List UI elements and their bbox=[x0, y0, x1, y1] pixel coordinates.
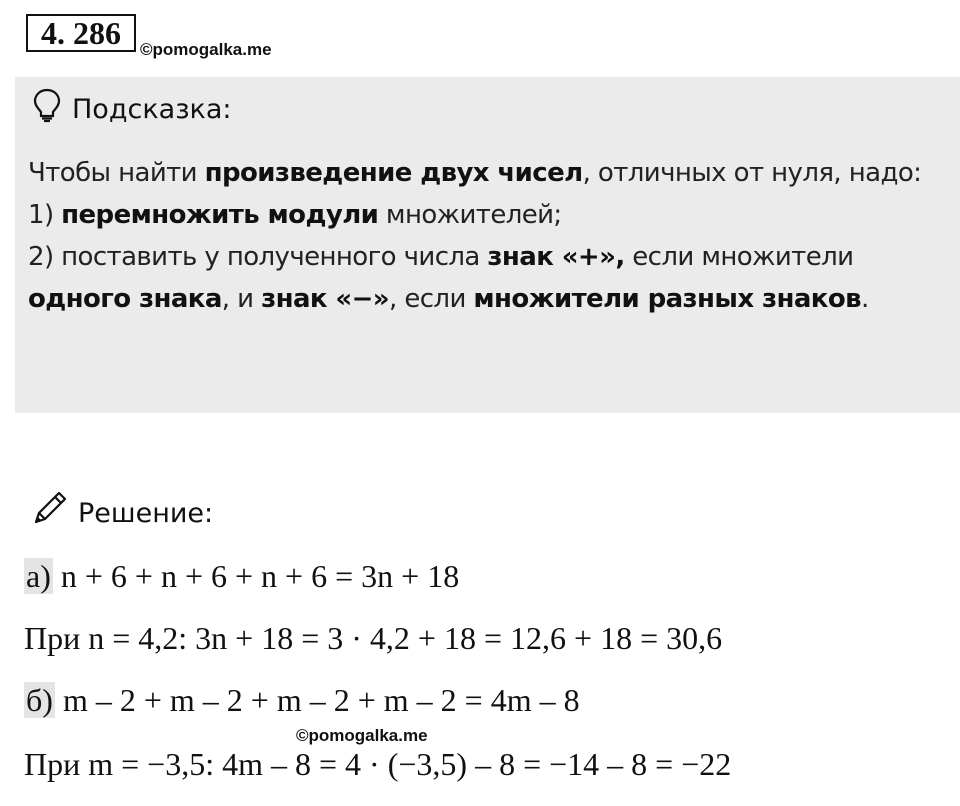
math-expression: При m = −3,5: 4m – 8 = 4 · (−3,5) – 8 = −14 – 8 = −22 bbox=[24, 746, 732, 782]
solution-title: Решение: bbox=[78, 498, 214, 529]
hint-title: Подсказка: bbox=[72, 94, 232, 125]
hint-text: множителей; bbox=[378, 200, 562, 230]
watermark-top: ©pomogalka.me bbox=[140, 40, 272, 59]
lightbulb-icon bbox=[32, 87, 62, 133]
hint-paragraph-1 bbox=[28, 152, 953, 194]
math-expression: m – 2 + m – 2 + m – 2 + m – 2 = 4m – 8 bbox=[54, 682, 580, 718]
hint-body bbox=[28, 152, 953, 320]
hint-emphasis: перемножить модули bbox=[61, 200, 379, 230]
hint-text: 2) поставить у полученного числа bbox=[28, 242, 488, 272]
hint-emphasis: произведение двух чисел bbox=[204, 158, 583, 188]
hint-text: Чтобы найти bbox=[28, 158, 205, 188]
hint-emphasis: одного знака bbox=[28, 284, 222, 314]
hint-paragraph-3 bbox=[28, 236, 953, 320]
hint-emphasis: знак «−» bbox=[261, 284, 389, 314]
hint-text: . bbox=[860, 284, 869, 314]
part-label-a: а) bbox=[26, 558, 51, 594]
hint-text: 1) bbox=[28, 200, 62, 230]
math-expression: n + 6 + n + 6 + n + 6 = 3n + 18 bbox=[52, 558, 460, 594]
math-expression: При n = 4,2: 3n + 18 = 3 · 4,2 + 18 = 12,6 + 18 = 30,6 bbox=[24, 620, 723, 656]
solution-line-b bbox=[24, 680, 580, 720]
solution-line-a bbox=[24, 556, 459, 596]
watermark-bottom: ©pomogalka.me bbox=[296, 726, 428, 745]
hint-text: , и bbox=[221, 284, 262, 314]
part-label-b: б) bbox=[26, 682, 53, 718]
solution-header bbox=[30, 488, 213, 540]
pencil-icon bbox=[30, 488, 70, 540]
hint-text: если множители bbox=[624, 242, 854, 272]
hint-emphasis: знак «+», bbox=[487, 242, 625, 272]
hint-header bbox=[32, 87, 232, 133]
hint-paragraph-2 bbox=[28, 194, 953, 236]
problem-number: 4. 286 bbox=[26, 14, 136, 52]
solution-line-a-eval bbox=[24, 618, 722, 658]
hint-emphasis: множители разных знаков bbox=[473, 284, 861, 314]
hint-text: , отличных от нуля, надо: bbox=[582, 158, 922, 188]
hint-text: , если bbox=[389, 284, 474, 314]
solution-line-b-eval bbox=[24, 744, 731, 784]
